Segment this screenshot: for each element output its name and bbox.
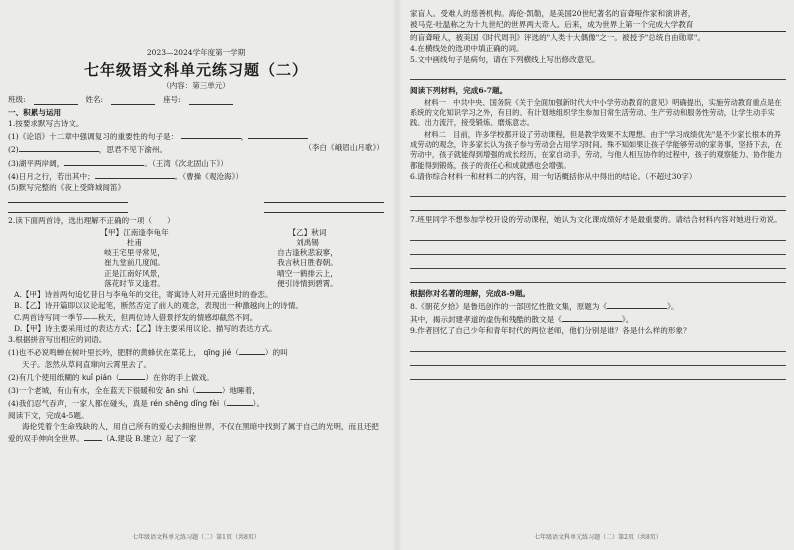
poem-a-line-2: 崔九堂前几度闻。 (104, 258, 165, 268)
passage-haiyun (8, 422, 384, 445)
q9-answer-line-1[interactable] (410, 338, 786, 352)
q3-4-tail: 。 (256, 399, 265, 409)
q9-answer-line-2[interactable] (410, 352, 786, 366)
poem-b-author: 刘禹锡 (296, 237, 319, 247)
q4-stem: 4.在横线处的选项中填正确的词。 (410, 43, 524, 53)
poem-b-line-3: 晴空一鹤排云上， (277, 268, 338, 278)
q9-answer-lines (410, 338, 786, 380)
seat-field[interactable] (189, 95, 233, 105)
q3-4-text: (4)我们忍气吞声，一家人都在碰头，真是 (8, 399, 148, 409)
q6-stem: 6.请你综合材料一和材料二的内容，用一句话概括你从中得出的结论。（不超过30字） (410, 172, 697, 182)
q8-line-1 (410, 300, 786, 312)
q1-5-blank-2[interactable] (264, 194, 384, 203)
q2-option-b[interactable]: B.【乙】诗开篇即以议论起笔，断然否定了前人的观念，表现出一种激越向上的诗情。 (14, 301, 303, 311)
q1-5-lines-1 (8, 194, 384, 203)
q1-2-source: （李白《峨眉山月歌》） (304, 143, 384, 153)
q6-answer-line-2[interactable] (410, 197, 786, 211)
q3-4: (4)我们忍气吞声，一家人都在碰头，真是 rén shēng dǐng fèi（ ）。 (8, 399, 265, 409)
q3-1-blank[interactable] (239, 346, 265, 355)
q1-1-text: (1)《论语》十二章中强调复习的重要性的句子是： (8, 132, 179, 142)
q1-5: (5)默写完整的《夜上受降城闻笛》 (8, 183, 126, 193)
poem-a-line-3: 正是江南好风景， (104, 268, 165, 278)
passage-cont-2-underlined: 被马克·吐温称之为十九世纪的世界两大奇人。后来，成为世界上第一个完成大学教育 (410, 20, 786, 31)
q1-2-prefix: (2) (8, 145, 19, 155)
q8-blank-2[interactable] (562, 313, 622, 322)
poem-b-title: 【乙】秋词 (288, 227, 327, 237)
q3-2: (2)有几个使用纸糊的 kuǐ pián（ ）在你的手上做戏。 (8, 372, 214, 382)
q3-1: (1)也不必说鸣蝉在树叶里长吟，肥胖的黄蜂伏在菜花上， qīng jié（ ）的叫 (8, 348, 288, 358)
q1-1: (1)《论语》十二章中强调复习的重要性的句子是： ， (8, 130, 384, 142)
passage-cont-3: 的盲聋哑人，被美国《时代周刊》评选的"人类十大偶像"之一。被授予"总统自由勋章"。 (410, 32, 705, 42)
q2-stem: 2.读下面两首诗，选出理解不正确的一项（ ） (8, 216, 175, 226)
q3-3: (3)一个老城，有山有水，全在蓝天下很暖和安 ān shì（ ）地睡着， (8, 386, 260, 396)
q1-4-source: 。（曹操《观沧海》） (174, 171, 244, 181)
q2-option-a[interactable]: A.【甲】诗首两句追忆昔日与李龟年的交往，寄寓诗人对开元盛世时的眷恋。 (14, 290, 273, 300)
q7-answer-line-3[interactable] (410, 255, 786, 269)
passage-text: 海伦凭着个生命残缺的人，用自己所有的爱心去拥抱世界，不仅在黑暗中找到了属于自己的光明，而且还把爱的双手伸向全世界。 (8, 421, 379, 444)
q1-5-blank-1[interactable] (8, 194, 128, 203)
q7-answer-lines (410, 227, 786, 283)
material-1: 材料一 中共中央、国务院《关于全面加强新时代大中小学劳动教育的意见》明确提出，实施劳动教育重点是在系统的文化知识学习之外，有目的、有计划地组织学生参加日常生活劳动、生产劳动和服务性劳动，让学生动手实践、出力流汗，接受锻炼、磨炼意志。 (410, 97, 782, 128)
poem-a-line-1: 岐王宅里寻常见， (104, 248, 165, 258)
q3-3-text: (3)一个老城，有山有水，全在蓝天下很暖和安 (8, 386, 164, 396)
q3-2-pinyin: kuǐ pián (81, 372, 112, 382)
q3-4-pinyin: rén shēng dǐng fèi (150, 399, 220, 409)
q1-5-blank-3[interactable] (8, 204, 128, 213)
left-page (8, 8, 384, 542)
left-footer: 七年级语文科单元练习题（二）第1页（共8页） (132, 533, 260, 541)
name-field[interactable] (111, 95, 155, 105)
q1-2-text: ，思君不见下渝州。 (98, 145, 168, 155)
section-1-title: 一、积累与运用 (8, 107, 62, 117)
page-gutter (392, 0, 402, 550)
q3-2-tail: 在你的手上做戏。 (153, 372, 214, 382)
q1-2 (8, 143, 384, 155)
q5-answer-line[interactable] (410, 66, 786, 80)
student-info (8, 95, 384, 105)
q3-2-text: (2)有几个使用纸糊的 (8, 372, 80, 382)
q1-3 (8, 157, 384, 169)
passage-tail: （A.建设 B.建立）起了一家 (101, 434, 197, 444)
q8-text-d: 》。 (621, 315, 634, 325)
q3-1-text: (1)也不必说鸣蝉在树叶里长吟，肥胖的黄蜂伏在菜花上， (8, 348, 202, 358)
poem-b-line-2: 我言秋日胜春朝。 (277, 258, 338, 268)
q1-3-blank[interactable] (64, 157, 144, 166)
poem-b-line-1: 自古逢秋悲寂寥， (277, 248, 338, 258)
q6-answer-line-1[interactable] (410, 183, 786, 197)
reading-intro-2: 阅读下列材料，完成6-7题。 (410, 86, 508, 96)
q3-4-blank[interactable] (227, 397, 253, 406)
q1-4 (8, 170, 384, 182)
q7-answer-line-2[interactable] (410, 241, 786, 255)
q1-4-text: (4)日月之行，若出其中； (8, 171, 95, 181)
q9-stem: 9.作者回忆了自己少年和青年时代的两位老师，他们分别是谁？各是什么样的形象？ (410, 326, 691, 336)
q3-2-blank[interactable] (119, 371, 145, 380)
q1-2-blank[interactable] (19, 143, 99, 152)
poem-a-line-4: 落花时节又逢君。 (104, 278, 165, 288)
class-field[interactable] (34, 95, 78, 105)
q8-text-b: 》。 (667, 301, 679, 311)
school-year: 2023—2024学年度第一学期 (146, 48, 246, 57)
q2-option-c[interactable]: C.两首诗写同一季节——秋天，但两位诗人借景抒发的情感却截然不同。 (14, 312, 258, 322)
passage-cont-1: 家盲人。受难人的慈善机构。海伦·凯勒，是美国20世纪著名的盲聋哑作家和演讲者， (410, 9, 696, 18)
q8-text-c: 其中，揭示封建孝道的虚伪和残酷的散文是《 (410, 315, 562, 325)
q1-1-blank-b[interactable] (248, 130, 308, 139)
q8-line-2 (410, 313, 786, 325)
q5-answer-lines (410, 66, 786, 80)
q1-4-blank[interactable] (95, 170, 175, 179)
q6-answer-lines (410, 183, 786, 211)
poem-a-author: 杜甫 (126, 237, 143, 247)
q4-blank[interactable] (84, 432, 102, 441)
name-label: 姓名: (85, 94, 104, 104)
right-footer: 七年级语文科单元练习题（二）第2页（共8页） (534, 533, 662, 541)
q5-stem: 5.文中画线句子是病句，请在下列横线上写出修改意见。 (410, 55, 600, 64)
reading-intro-1: 阅读下文，完成4-5题。 (8, 410, 89, 420)
q1-1-blank-a[interactable] (181, 130, 241, 139)
q1-3-source: 。（王湾《次北固山下》） (144, 158, 228, 168)
q3-3-blank[interactable] (196, 384, 222, 393)
poem-titles (8, 228, 384, 290)
poem-a-title: 【甲】江南逢李龟年 (100, 227, 169, 237)
exam-title: 七年级语文科单元练习题（二） (83, 61, 308, 80)
q7-answer-line-1[interactable] (410, 227, 786, 241)
q3-1-cont: 天子。忽然从草间直窜向云霄里去了。 (22, 359, 152, 369)
q7-stem: 7.班里同学不想参加学校开设的劳动课程，她认为文化课成绩好才是最重要的。请结合材料内容对她进行劝说。 (410, 215, 782, 225)
material-2: 材料二 目前，许多学校都开设了劳动课程，但是教学效果不太理想。由于"学习成绩优先"是不少家长根本的养成劳动的观念，许多家长认为孩子参与劳动会占用学习时间。殊不知如果让孩子学能够劳动的家务事，坚持下去，在劳动中，孩子就能得到增强的成长经历，在家自动手，劳动，与他人相互协作的过程中，孩子的观察能力、协作能力都能得到锻炼，孩子的责任心和成就感也会增强。 (410, 129, 783, 170)
q8-blank-1[interactable] (607, 300, 667, 309)
q9-answer-line-3[interactable] (410, 366, 786, 380)
q2-option-d[interactable]: D.【甲】诗主要采用过的表达方式；【乙】诗主要采用议论、描写的表达方式。 (14, 323, 277, 333)
q3-1-tail: 的叫 (272, 348, 288, 358)
reading-intro-3: 根据你对名著的理解，完成8-9题。 (410, 288, 531, 298)
poem-b-line-4: 便引诗情到碧霄。 (277, 278, 338, 288)
exam-scope: （内容：第三单元） (162, 81, 230, 91)
q3-stem: 3.根据拼音写出相应的词语。 (8, 335, 107, 345)
q1-5-blank-4[interactable] (264, 204, 384, 213)
q7-answer-line-4[interactable] (410, 269, 786, 283)
q3-3-pinyin: ān shì (165, 386, 189, 396)
seat-label: 座号: (163, 94, 181, 104)
q8-text-a: 8.《朝花夕拾》是鲁迅创作的一部回忆性散文集，原题为《 (410, 301, 608, 311)
right-page (410, 8, 786, 542)
q3-1-pinyin: qīng jié (203, 348, 232, 358)
q1-5-lines-2 (8, 204, 384, 213)
q3-3-tail: 地睡着， (229, 386, 260, 396)
class-label: 班级: (8, 94, 26, 104)
q1-3-text: (3)湖平两岸阔， (8, 158, 65, 168)
q1-stem: 1.按要求默写古诗文。 (8, 118, 84, 128)
